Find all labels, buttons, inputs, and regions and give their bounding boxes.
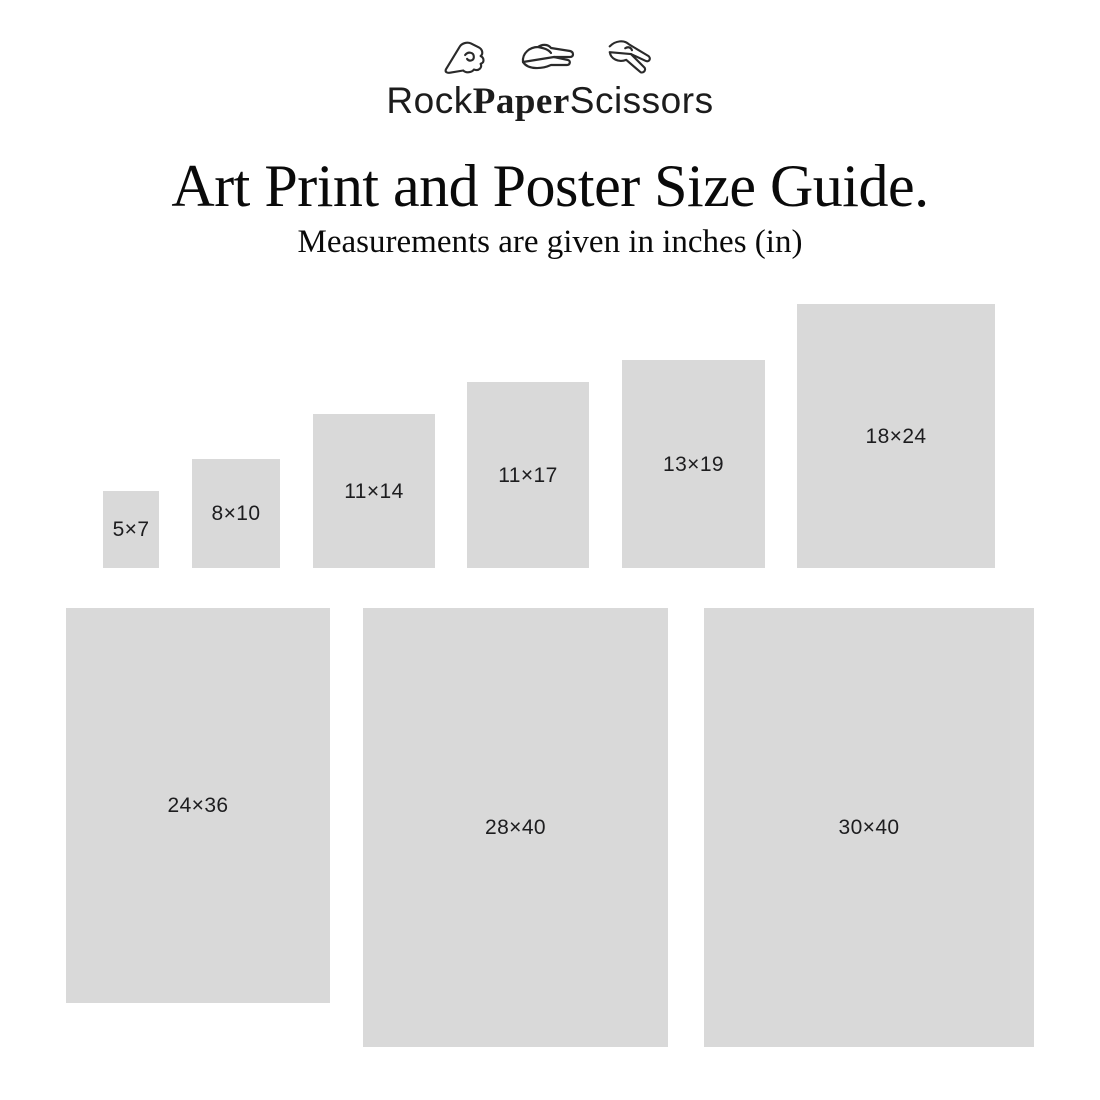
brand-hand-icons: [0, 34, 1100, 78]
size-box-8x10: [192, 459, 280, 568]
size-label: 11×17: [498, 463, 558, 487]
size-box-13x19: [622, 360, 765, 568]
page-subtitle: Measurements are given in inches (in): [297, 224, 803, 260]
size-box-18x24: [797, 304, 995, 568]
size-label: 11×14: [344, 479, 404, 503]
brand-word-scissors: Scissors: [569, 80, 714, 121]
size-box-28x40: [363, 608, 668, 1047]
scissors-hand-icon: [602, 34, 660, 78]
size-label: 5×7: [112, 518, 150, 541]
brand-word-paper: Paper: [472, 81, 570, 122]
size-label: 28×40: [485, 816, 546, 839]
size-label: 30×40: [838, 816, 900, 839]
size-label: 8×10: [211, 502, 261, 525]
size-box-24x36: [66, 608, 330, 1003]
rock-hand-icon: [440, 34, 498, 78]
size-box-30x40: [704, 608, 1034, 1047]
page-title: Art Print and Poster Size Guide.: [171, 153, 929, 219]
size-label: 24×36: [167, 794, 229, 817]
size-box-11x17: [467, 382, 589, 568]
brand-word-rock: Rock: [386, 80, 473, 121]
brand-wordmark: [0, 82, 1100, 120]
size-label: 13×19: [663, 452, 724, 476]
size-box-11x14: [313, 414, 435, 568]
size-box-5x7: [103, 491, 159, 568]
paper-hand-icon: [518, 37, 582, 75]
size-label: 18×24: [865, 424, 927, 448]
